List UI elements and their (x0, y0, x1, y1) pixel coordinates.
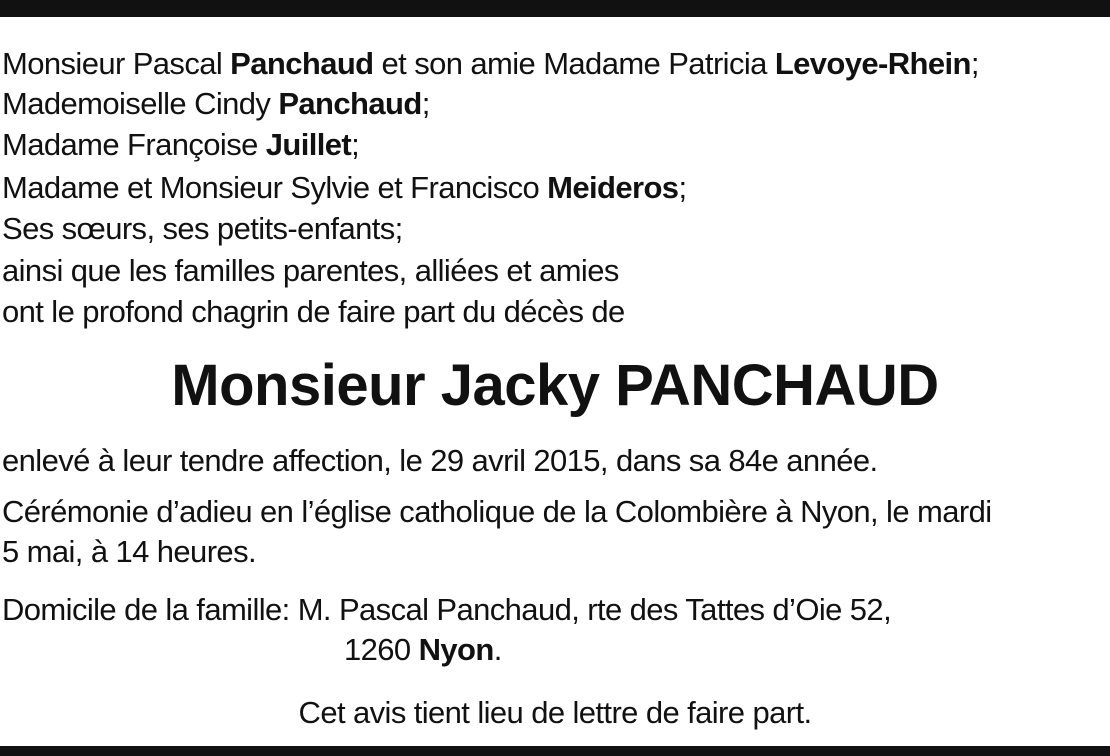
mourner-text: Madame Françoise (2, 127, 266, 162)
death-notice: enlevé à leur tendre affection, le 29 avril 2015, dans sa 84e année. (2, 443, 878, 478)
mourner-line (2, 211, 403, 247)
mourner-text: ; (351, 127, 360, 162)
mourner-line (2, 170, 686, 206)
closing-note: Cet avis tient lieu de lettre de faire part. (298, 695, 812, 730)
family-surname: Levoye-Rhein (774, 46, 971, 81)
domicile-postcode: 1260 (344, 632, 419, 667)
domicile-end: . (493, 632, 502, 667)
domicile-line-1: Domicile de la famille: M. Pascal Panchaud, rte des Tattes d’Oie 52, (2, 592, 892, 627)
mourner-text: ; (678, 170, 687, 205)
mourner-text: Mademoiselle Cindy (2, 86, 279, 121)
mourner-text: ; (421, 86, 430, 121)
mourner-text: Ses sœurs, ses petits-enfants; (2, 211, 403, 246)
ceremony-line-1: Cérémonie d’adieu en l’église catholique de la Colombière à Nyon, le mardi (2, 494, 992, 529)
mourner-text: ; (970, 46, 979, 81)
mourner-line (2, 86, 430, 122)
mourner-text: Monsieur Pascal (2, 46, 231, 81)
mourner-line (2, 253, 619, 289)
mourner-line (2, 46, 979, 82)
family-surname: Panchaud (230, 46, 374, 81)
mourner-text: et son amie Madame Patricia (373, 46, 775, 81)
domicile-line-2 (344, 632, 502, 668)
mourner-line (2, 127, 359, 163)
family-surname: Meideros (547, 170, 679, 205)
mourner-text: Madame et Monsieur Sylvie et Francisco (2, 170, 548, 205)
mourner-line (2, 294, 625, 330)
top-border-rule (0, 0, 1110, 17)
bottom-border-rule (0, 746, 1110, 756)
domicile-city: Nyon (418, 632, 494, 667)
mourner-text: ont le profond chagrin de faire part du décès de (2, 294, 625, 329)
deceased-name: Monsieur Jacky PANCHAUD (171, 353, 939, 418)
family-surname: Panchaud (278, 86, 422, 121)
ceremony-line-2: 5 mai, à 14 heures. (2, 534, 256, 569)
mourner-text: ainsi que les familles parentes, alliées et amies (2, 253, 619, 288)
family-surname: Juillet (265, 127, 352, 162)
